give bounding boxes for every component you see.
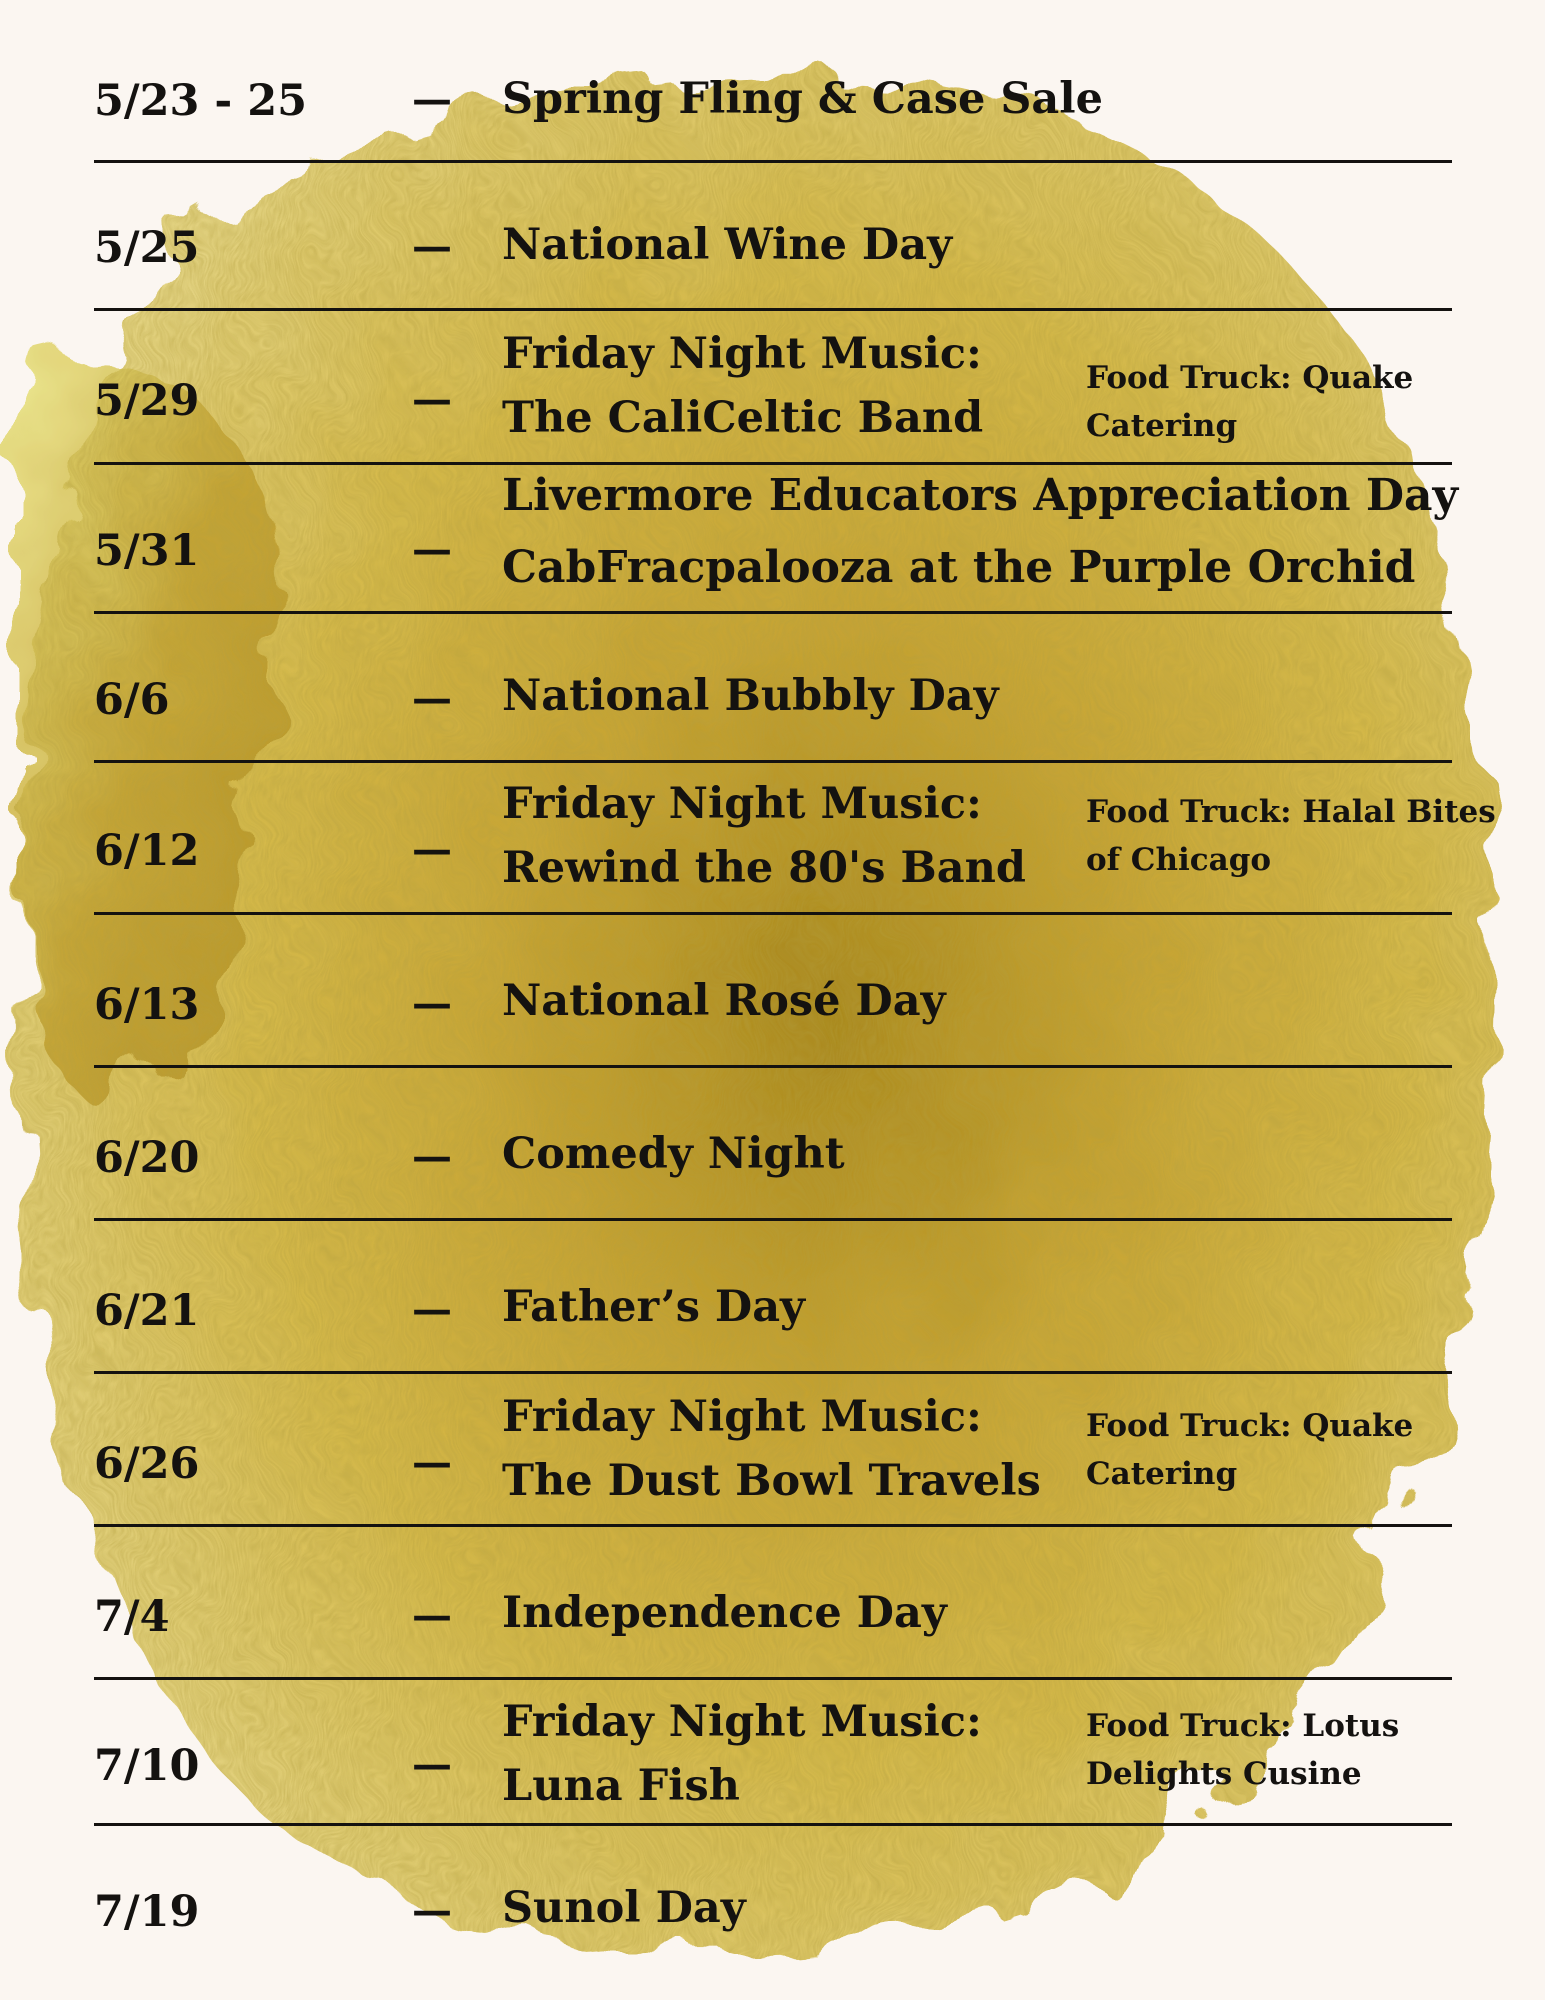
dash: — — [412, 223, 452, 270]
event-title — [502, 1385, 1041, 1513]
event-title-line: CabFracpalooza at the Purple Orchid — [502, 542, 1416, 593]
food-truck-note — [1086, 788, 1545, 884]
event-title — [502, 322, 983, 450]
event-date: 6/12 — [94, 826, 200, 876]
food-truck-line: Food Truck: Halal Bites — [1086, 794, 1496, 830]
event-title: Spring Fling & Case Sale — [502, 74, 1103, 124]
food-truck-line: Catering — [1086, 1456, 1238, 1492]
event-title-line: Friday Night Music: — [502, 1697, 982, 1747]
food-truck-line: Catering — [1086, 408, 1238, 444]
event-date: 5/23 - 25 — [94, 76, 308, 126]
event-title: National Rosé Day — [502, 976, 946, 1026]
event-date: 6/6 — [94, 675, 170, 725]
event-title: Father’s Day — [502, 1282, 806, 1332]
dash: — — [412, 76, 452, 123]
event-date: 6/20 — [94, 1133, 200, 1183]
food-truck-note — [1086, 1402, 1545, 1498]
dash: — — [412, 376, 452, 423]
event-date: 6/26 — [94, 1439, 200, 1489]
food-truck-line: Food Truck: Quake — [1086, 360, 1414, 396]
food-truck-note — [1086, 1702, 1545, 1798]
food-truck-line: Food Truck: Lotus — [1086, 1708, 1400, 1744]
event-date: 6/21 — [94, 1286, 200, 1336]
event-title: Sunol Day — [502, 1883, 746, 1933]
event-title-line: The Dust Bowl Travels — [502, 1456, 1041, 1506]
event-title: Independence Day — [502, 1588, 947, 1638]
event-date: 5/25 — [94, 223, 200, 273]
food-truck-line: of Chicago — [1086, 842, 1272, 878]
event-date: 7/10 — [94, 1741, 200, 1791]
row-divider — [94, 912, 1452, 915]
row-divider — [94, 1371, 1452, 1374]
dash: — — [412, 1887, 452, 1934]
dash: — — [412, 1439, 452, 1486]
row-divider — [94, 1677, 1452, 1680]
dash: — — [412, 980, 452, 1027]
event-title — [502, 460, 1458, 604]
event-title: National Bubbly Day — [502, 671, 999, 721]
row-divider — [94, 760, 1452, 763]
row-divider — [94, 1065, 1452, 1068]
event-title-line: Friday Night Music: — [502, 779, 982, 829]
dash: — — [412, 1133, 452, 1180]
event-date: 6/13 — [94, 980, 200, 1030]
dash: — — [412, 1741, 452, 1788]
event-title: Comedy Night — [502, 1129, 845, 1179]
row-divider — [94, 611, 1452, 614]
row-divider — [94, 1524, 1452, 1527]
row-divider — [94, 1823, 1452, 1826]
event-date: 5/31 — [94, 526, 200, 576]
event-title — [502, 1690, 982, 1818]
food-truck-line: Food Truck: Quake — [1086, 1408, 1414, 1444]
event-date: 7/19 — [94, 1887, 200, 1937]
event-title-line: Livermore Educators Appreciation Day — [502, 470, 1459, 521]
event-title: National Wine Day — [502, 220, 953, 270]
event-title-line: Luna Fish — [502, 1761, 740, 1811]
row-divider — [94, 160, 1452, 163]
dash: — — [412, 1592, 452, 1639]
dash: — — [412, 675, 452, 722]
dash: — — [412, 526, 452, 573]
dash: — — [412, 826, 452, 873]
event-title — [502, 772, 1026, 900]
food-truck-line: Delights Cusine — [1086, 1756, 1362, 1792]
event-title-line: Friday Night Music: — [502, 1392, 982, 1442]
dash: — — [412, 1286, 452, 1333]
row-divider — [94, 1218, 1452, 1221]
event-date: 5/29 — [94, 376, 200, 426]
event-title-line: Friday Night Music: — [502, 329, 982, 379]
event-title-line: The CaliCeltic Band — [502, 393, 984, 443]
event-date: 7/4 — [94, 1592, 170, 1642]
event-title-line: Rewind the 80's Band — [502, 843, 1026, 893]
row-divider — [94, 308, 1452, 311]
food-truck-note — [1086, 354, 1545, 450]
